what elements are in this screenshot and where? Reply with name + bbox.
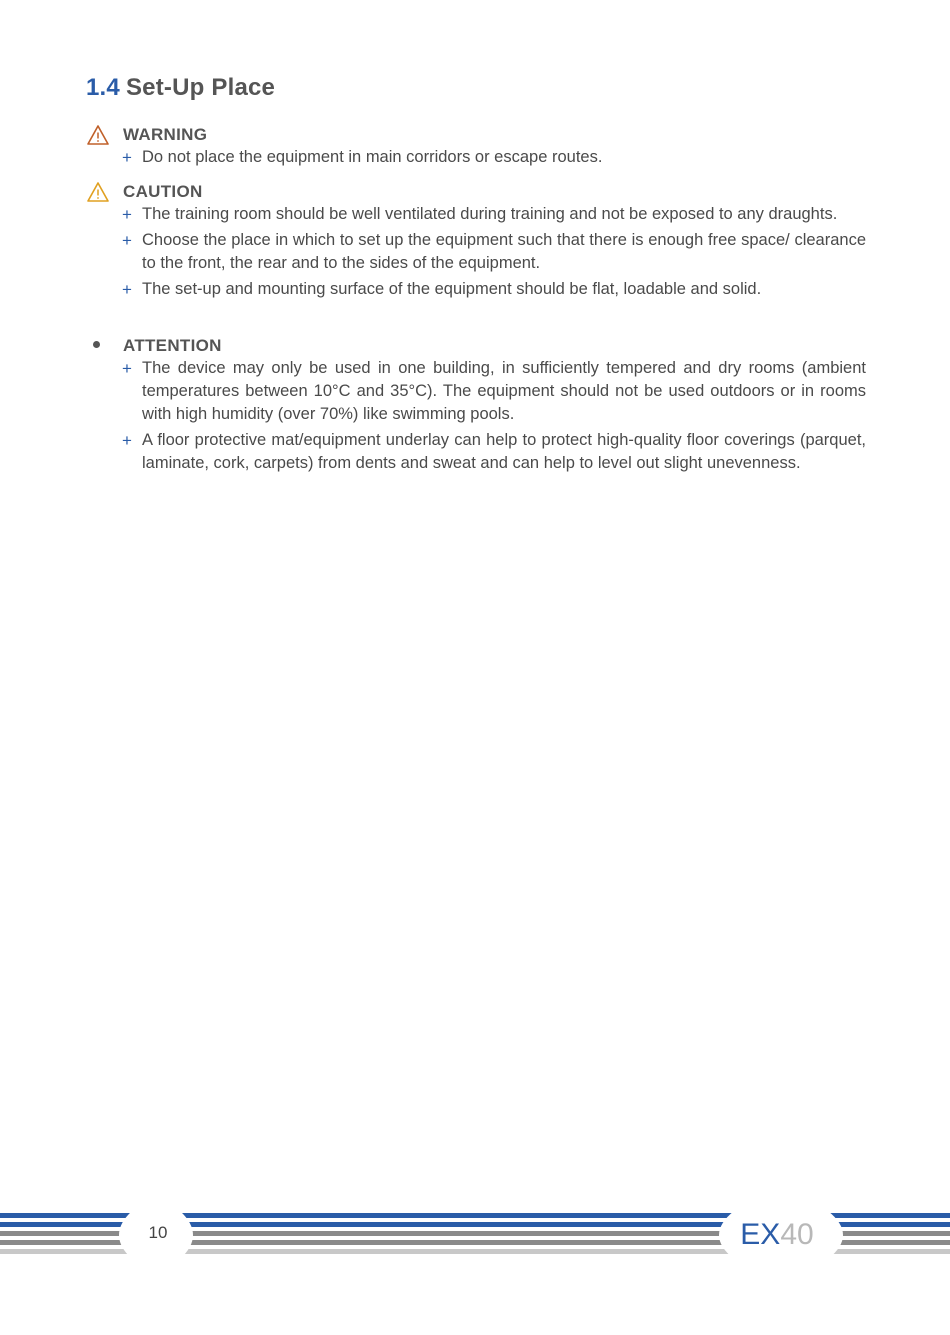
warning-label: WARNING bbox=[123, 125, 208, 144]
list-item bbox=[86, 429, 866, 475]
page-number: 10 bbox=[148, 1223, 168, 1242]
bullet-dot-icon bbox=[93, 341, 100, 348]
brand-main: EX bbox=[740, 1218, 781, 1251]
brand-logo bbox=[724, 1215, 830, 1255]
caution-label: CAUTION bbox=[123, 182, 203, 201]
warning-list bbox=[86, 146, 866, 169]
attention-list bbox=[86, 357, 866, 475]
list-item-text: Do not place the equipment in main corridors or escape routes. bbox=[142, 148, 603, 166]
list-item bbox=[86, 357, 866, 426]
caution-header bbox=[86, 181, 866, 203]
brand-sub: 40 bbox=[780, 1218, 814, 1251]
plus-marker-icon: + bbox=[122, 359, 132, 378]
attention-header bbox=[86, 335, 866, 357]
warning-notice bbox=[86, 124, 866, 172]
warning-header bbox=[86, 124, 866, 146]
caution-list bbox=[86, 203, 866, 301]
plus-marker-icon: + bbox=[122, 280, 132, 299]
plus-marker-icon: + bbox=[122, 148, 132, 167]
attention-notice bbox=[86, 335, 866, 478]
warning-triangle-icon bbox=[86, 124, 110, 146]
plus-marker-icon: + bbox=[122, 205, 132, 224]
list-item-text: The training room should be well ventilated during training and not be exposed to any draughts. bbox=[142, 205, 838, 223]
list-item bbox=[86, 146, 866, 169]
list-item-text: The device may only be used in one building, in sufficiently tempered and dry rooms (ambient temperatures between 10°C and 35°C). The equipment should not be used outdoors or in rooms with high humidity (over 70%) like swimming pools. bbox=[142, 359, 866, 423]
list-item-text: The set-up and mounting surface of the equipment should be flat, loadable and solid. bbox=[142, 280, 762, 298]
caution-triangle-icon bbox=[86, 181, 110, 203]
caution-notice bbox=[86, 181, 866, 304]
list-item bbox=[86, 278, 866, 301]
section-title: Set-Up Place bbox=[125, 74, 276, 101]
section-heading bbox=[86, 74, 275, 102]
plus-marker-icon: + bbox=[122, 231, 132, 250]
attention-label: ATTENTION bbox=[123, 336, 222, 355]
list-item-text: A floor protective mat/equipment underlay can help to protect high-quality floor coverings (parquet, laminate, cork, carpets) from dents and sweat and can help to level out slight unevenness. bbox=[142, 431, 866, 472]
list-item bbox=[86, 203, 866, 226]
section-number: 1.4 bbox=[86, 74, 120, 101]
list-item bbox=[86, 229, 866, 275]
list-item-text: Choose the place in which to set up the equipment such that there is enough free space/ clearance to the front, the rear and to the sides of the equipment. bbox=[142, 231, 866, 272]
plus-marker-icon: + bbox=[122, 431, 132, 450]
